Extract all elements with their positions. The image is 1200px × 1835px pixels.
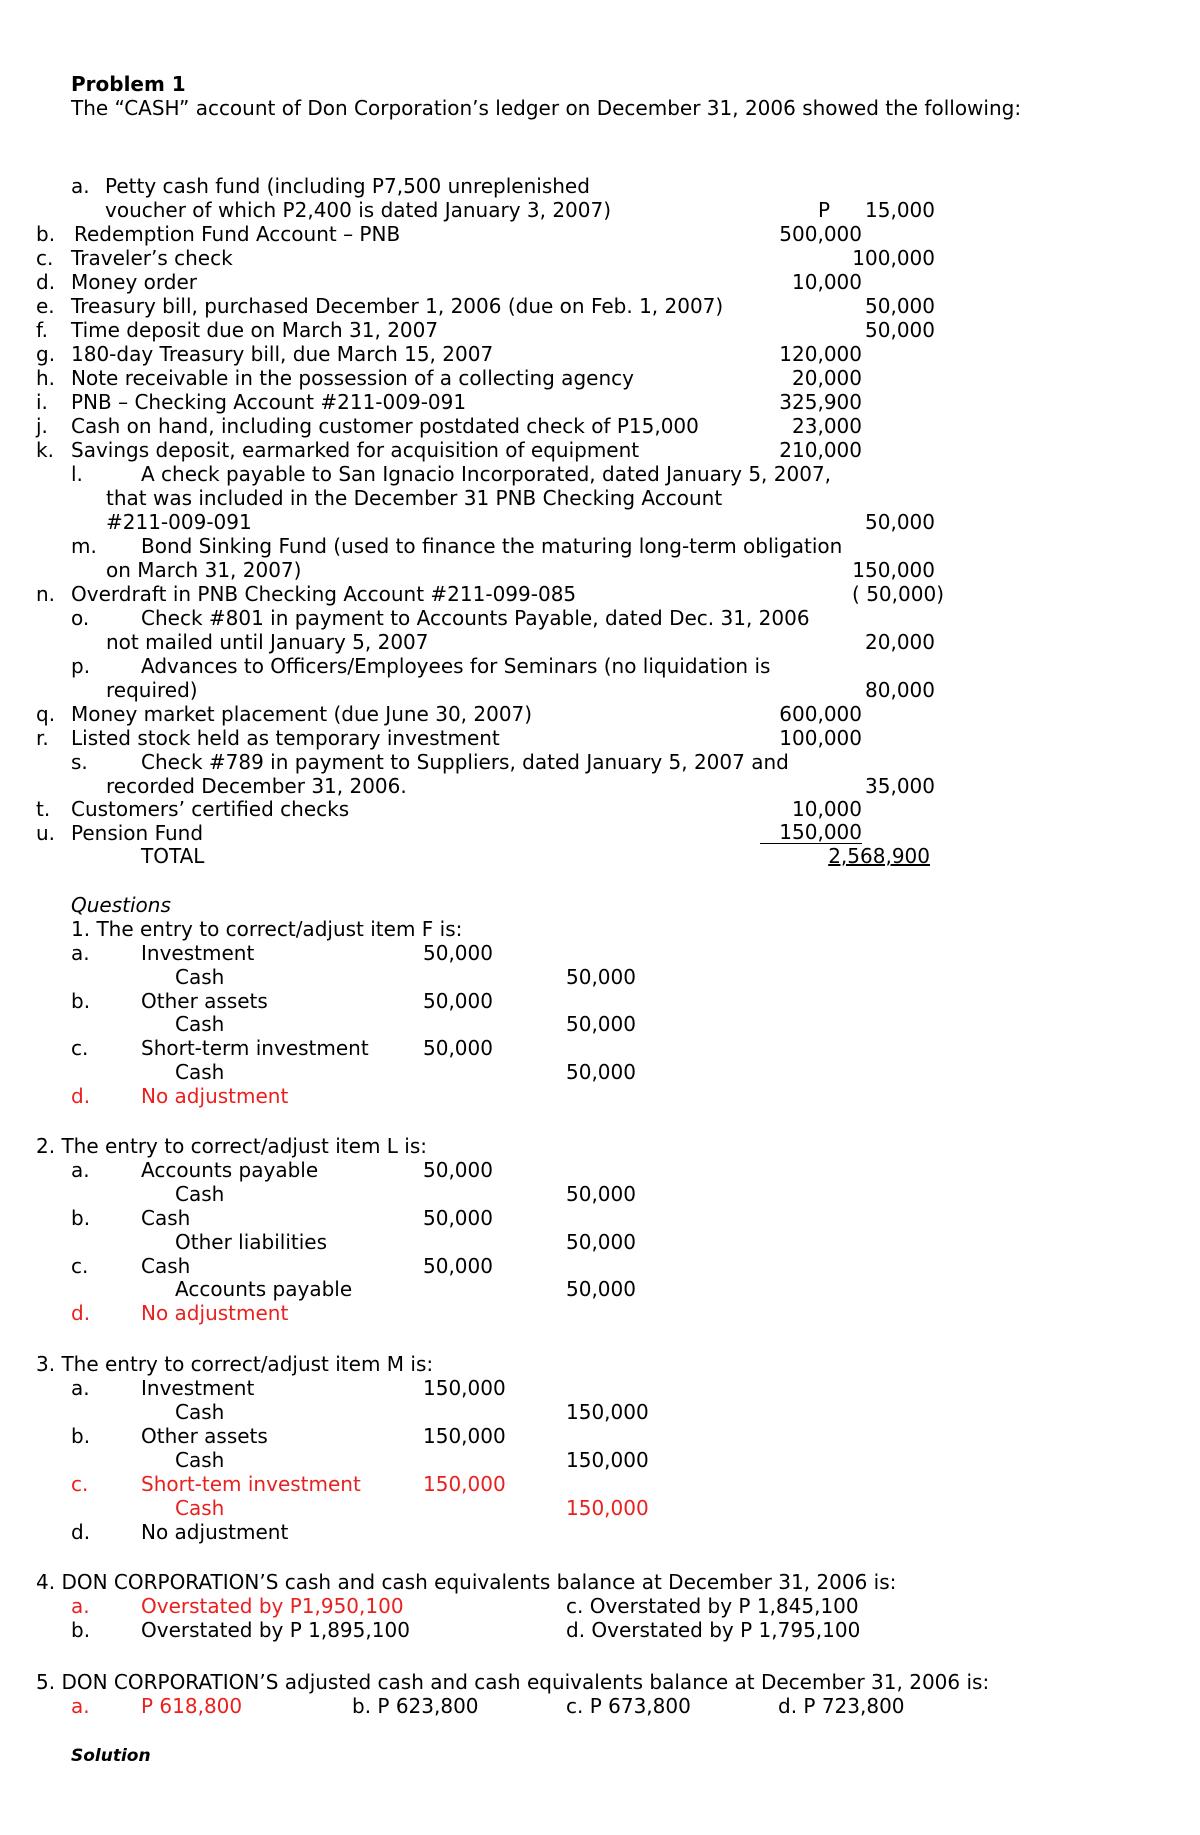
debit-amount: 50,000 <box>423 1206 493 1230</box>
item-text: Treasury bill, purchased December 1, 2006 (due on Feb. 1, 2007) <box>71 294 724 318</box>
credit-account: Cash <box>175 1400 225 1424</box>
credit-amount: 150,000 <box>566 1448 649 1472</box>
item-amount: 10,000 <box>792 270 862 294</box>
item-amount: 50,000 <box>865 510 935 534</box>
debit-amount: 50,000 <box>423 1158 493 1182</box>
debit-account: Cash <box>141 1254 191 1278</box>
option-letter: b. <box>71 1424 91 1448</box>
item-letter: b. <box>36 222 56 246</box>
item-text: that was included in the December 31 PNB Checking Account <box>106 486 723 510</box>
item-letter: k. <box>36 438 54 462</box>
item-text: Advances to Officers/Employees for Seminars (no liquidation is <box>141 654 771 678</box>
item-letter: m. <box>71 534 97 558</box>
item-letter: c. <box>36 246 54 270</box>
debit-account: Short-term investment <box>141 1036 369 1060</box>
option-letter: c. <box>71 1254 89 1278</box>
option-text: No adjustment <box>141 1520 289 1544</box>
item-text: voucher of which P2,400 is dated January 3, 2007) <box>105 198 612 222</box>
credit-account: Cash <box>175 1448 225 1472</box>
debit-amount: 50,000 <box>423 1254 493 1278</box>
option-text: c. Overstated by P 1,845,100 <box>566 1594 859 1618</box>
credit-account: Cash <box>175 965 225 989</box>
credit-amount: 50,000 <box>566 965 636 989</box>
answer-debit-amount: 150,000 <box>423 1472 506 1496</box>
item-amount: 120,000 <box>779 342 862 366</box>
solution-heading: Solution <box>71 1746 151 1766</box>
item-text: A check payable to San Ignacio Incorporated, dated January 5, 2007, <box>141 462 832 486</box>
item-text: on March 31, 2007) <box>106 558 302 582</box>
item-text: Cash on hand, including customer postdated check of P15,000 <box>71 414 699 438</box>
item-letter: i. <box>36 390 48 414</box>
answer-debit-account: Short-tem investment <box>141 1472 361 1496</box>
item-amount: 50,000 <box>865 318 935 342</box>
option-letter: a. <box>71 941 90 965</box>
item-amount: 50,000 <box>865 294 935 318</box>
item-amount: 23,000 <box>792 414 862 438</box>
answer-option: No adjustment <box>141 1084 289 1108</box>
item-amount: 100,000 <box>779 726 862 750</box>
item-amount: 500,000 <box>779 222 862 246</box>
item-text: Petty cash fund (including P7,500 unreplenished <box>105 174 590 198</box>
option-letter: a. <box>71 1594 90 1618</box>
debit-account: Other assets <box>141 989 268 1013</box>
item-text: Redemption Fund Account – PNB <box>74 222 401 246</box>
item-text: Bond Sinking Fund (used to finance the maturing long-term obligation <box>141 534 843 558</box>
item-text: Pension Fund <box>71 821 204 845</box>
item-letter: t. <box>36 797 51 821</box>
option-letter: a. <box>71 1694 90 1718</box>
debit-account: Cash <box>141 1206 191 1230</box>
option-letter: c. <box>71 1472 89 1496</box>
item-text: Money market placement (due June 30, 2007) <box>71 702 533 726</box>
question-stem: 5. DON CORPORATION’S adjusted cash and cash equivalents balance at December 31, 2006 is: <box>36 1670 990 1694</box>
question-stem: 1. The entry to correct/adjust item F is: <box>71 917 463 941</box>
option-letter: d. <box>71 1520 91 1544</box>
answer-credit-amount: 150,000 <box>566 1496 649 1520</box>
debit-account: Accounts payable <box>141 1158 319 1182</box>
item-amount: 600,000 <box>779 702 862 726</box>
credit-account: Cash <box>175 1060 225 1084</box>
item-amount: 15,000 <box>865 198 935 222</box>
item-letter: l. <box>71 462 83 486</box>
item-text: Money order <box>71 270 197 294</box>
problem-title: Problem 1 <box>71 72 186 96</box>
question-stem: 2. The entry to correct/adjust item L is: <box>36 1134 427 1158</box>
item-letter: u. <box>36 821 56 845</box>
item-amount: 20,000 <box>792 366 862 390</box>
debit-amount: 50,000 <box>423 941 493 965</box>
item-letter: n. <box>36 582 56 606</box>
item-amount: 150,000 <box>760 821 862 844</box>
item-text: Overdraft in PNB Checking Account #211-099-085 <box>71 582 577 606</box>
item-letter: g. <box>36 342 56 366</box>
option-text: c. P 673,800 <box>566 1694 691 1718</box>
debit-account: Investment <box>141 941 255 965</box>
debit-amount: 50,000 <box>423 1036 493 1060</box>
item-text: Note receivable in the possession of a collecting agency <box>71 366 634 390</box>
item-text: not mailed until January 5, 2007 <box>106 630 429 654</box>
item-text: PNB – Checking Account #211-009-091 <box>71 390 467 414</box>
item-letter: r. <box>36 726 49 750</box>
item-amount: 35,000 <box>865 774 935 798</box>
total-amount: 2,568,900 <box>828 844 930 868</box>
item-text: Savings deposit, earmarked for acquisition of equipment <box>71 438 640 462</box>
debit-amount: 50,000 <box>423 989 493 1013</box>
questions-heading: Questions <box>71 893 171 917</box>
item-text: 180-day Treasury bill, due March 15, 2007 <box>71 342 494 366</box>
item-amount: 210,000 <box>779 438 862 462</box>
item-amount: 80,000 <box>865 678 935 702</box>
item-amount: 20,000 <box>865 630 935 654</box>
item-letter: j. <box>36 414 48 438</box>
item-text: Traveler’s check <box>71 246 233 270</box>
credit-amount: 50,000 <box>566 1230 636 1254</box>
problem-intro: The “CASH” account of Don Corporation’s ledger on December 31, 2006 showed the following: <box>71 96 1022 120</box>
option-letter: b. <box>71 1618 91 1642</box>
question-stem: 4. DON CORPORATION’S cash and cash equivalents balance at December 31, 2006 is: <box>36 1570 897 1594</box>
answer-option: Overstated by P1,950,100 <box>141 1594 404 1618</box>
item-letter: q. <box>36 702 56 726</box>
item-text: Listed stock held as temporary investment <box>71 726 500 750</box>
item-letter: f. <box>36 318 48 342</box>
item-amount: 325,900 <box>779 390 862 414</box>
credit-account: Cash <box>175 1012 225 1036</box>
item-text: #211-009-091 <box>106 510 252 534</box>
item-text: Check #789 in payment to Suppliers, dated January 5, 2007 and <box>141 750 789 774</box>
item-letter: o. <box>71 606 90 630</box>
option-text: Overstated by P 1,895,100 <box>141 1618 410 1642</box>
item-amount: 150,000 <box>852 558 935 582</box>
item-letter: p. <box>71 654 91 678</box>
item-text: Check #801 in payment to Accounts Payable, dated Dec. 31, 2006 <box>141 606 810 630</box>
item-letter: a. <box>71 174 90 198</box>
option-text: d. P 723,800 <box>778 1694 905 1718</box>
item-text: required) <box>106 678 198 702</box>
item-amount: 100,000 <box>852 246 935 270</box>
item-text: Time deposit due on March 31, 2007 <box>71 318 439 342</box>
item-amount: ( 50,000) <box>852 582 944 606</box>
item-text: recorded December 31, 2006. <box>106 774 407 798</box>
total-label: TOTAL <box>141 844 205 868</box>
credit-amount: 50,000 <box>566 1060 636 1084</box>
item-letter: d. <box>36 270 56 294</box>
item-letter: h. <box>36 366 56 390</box>
credit-account: Cash <box>175 1182 225 1206</box>
debit-account: Investment <box>141 1376 255 1400</box>
question-stem: 3. The entry to correct/adjust item M is: <box>36 1352 434 1376</box>
option-letter: b. <box>71 989 91 1013</box>
credit-amount: 50,000 <box>566 1182 636 1206</box>
debit-amount: 150,000 <box>423 1424 506 1448</box>
item-amount: 10,000 <box>792 797 862 821</box>
option-letter: a. <box>71 1376 90 1400</box>
credit-amount: 50,000 <box>566 1277 636 1301</box>
option-letter: d. <box>71 1084 91 1108</box>
credit-amount: 50,000 <box>566 1012 636 1036</box>
currency-symbol: P <box>818 198 831 222</box>
option-letter: a. <box>71 1158 90 1182</box>
option-letter: b. <box>71 1206 91 1230</box>
option-text: b. P 623,800 <box>352 1694 479 1718</box>
credit-account: Accounts payable <box>175 1277 353 1301</box>
answer-option: P 618,800 <box>141 1694 243 1718</box>
option-letter: c. <box>71 1036 89 1060</box>
answer-option: No adjustment <box>141 1301 289 1325</box>
debit-amount: 150,000 <box>423 1376 506 1400</box>
credit-account: Other liabilities <box>175 1230 328 1254</box>
option-letter: d. <box>71 1301 91 1325</box>
item-letter: s. <box>71 750 88 774</box>
item-text: Customers’ certified checks <box>71 797 350 821</box>
debit-account: Other assets <box>141 1424 268 1448</box>
answer-credit-account: Cash <box>175 1496 225 1520</box>
item-letter: e. <box>36 294 55 318</box>
option-text: d. Overstated by P 1,795,100 <box>566 1618 861 1642</box>
credit-amount: 150,000 <box>566 1400 649 1424</box>
